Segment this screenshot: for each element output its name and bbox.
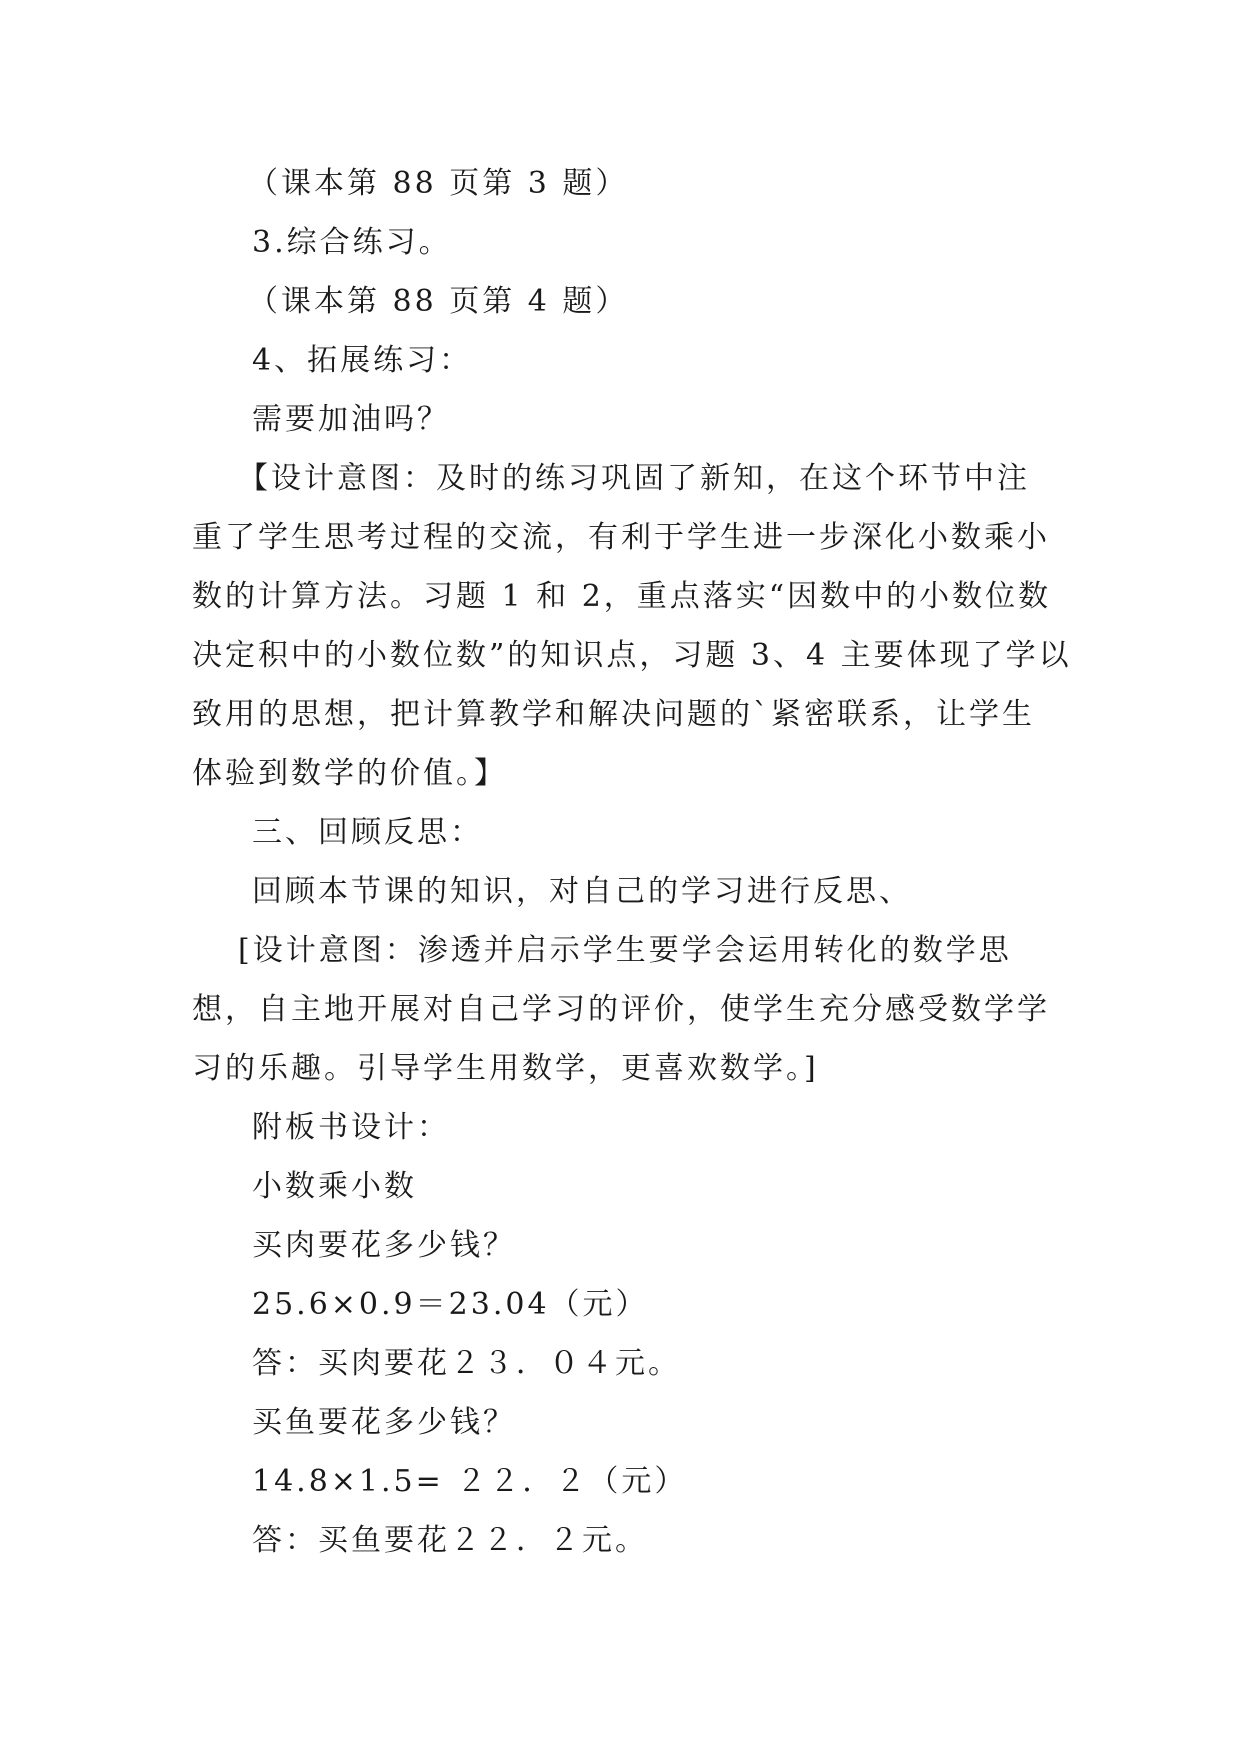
text-line: （课本第 88 页第 3 题） bbox=[248, 166, 629, 201]
text-line: 买肉要花多少钱？ bbox=[252, 1228, 516, 1263]
text-line: 25.6×0.9＝23.04（元） bbox=[252, 1287, 649, 1322]
text-line: 想，自主地开展对自己学习的评价，使学生充分感受数学学 bbox=[192, 992, 1050, 1027]
text-line: 回顾本节课的知识，对自己的学习进行反思、 bbox=[252, 874, 912, 909]
text-line: 需要加油吗？ bbox=[252, 402, 450, 437]
text-line: 致用的思想，把计算教学和解决问题的`紧密联系，让学生 bbox=[192, 697, 1035, 732]
text-line: 决定积中的小数位数”的知识点，习题 3、4 主要体现了学以 bbox=[192, 638, 1072, 673]
text-line: [设计意图：渗透并启示学生要学会运用转化的数学思 bbox=[238, 933, 1012, 968]
text-line: 买鱼要花多少钱？ bbox=[252, 1405, 516, 1440]
text-line: 3.综合练习。 bbox=[252, 225, 452, 260]
text-line: 答：买鱼要花２２．２元。 bbox=[252, 1523, 648, 1558]
text-line: 【设计意图：及时的练习巩固了新知，在这个环节中注 bbox=[238, 461, 1030, 496]
text-line: 习的乐趣。引导学生用数学，更喜欢数学。] bbox=[192, 1051, 819, 1086]
text-line: 小数乘小数 bbox=[252, 1169, 417, 1204]
text-line: 14.8×1.5= ２２．２（元） bbox=[252, 1464, 688, 1499]
text-line: 数的计算方法。习题 1 和 2，重点落实“因数中的小数位数 bbox=[192, 579, 1052, 614]
text-line: （课本第 88 页第 4 题） bbox=[248, 284, 629, 319]
text-line: 三、回顾反思： bbox=[252, 815, 483, 850]
text-line: 重了学生思考过程的交流，有利于学生进一步深化小数乘小 bbox=[192, 520, 1050, 555]
text-line: 体验到数学的价值。】 bbox=[192, 756, 507, 791]
text-line: 答：买肉要花２３．０４元。 bbox=[252, 1346, 681, 1381]
text-line: 4、拓展练习： bbox=[252, 343, 473, 378]
text-line: 附板书设计： bbox=[252, 1110, 450, 1145]
